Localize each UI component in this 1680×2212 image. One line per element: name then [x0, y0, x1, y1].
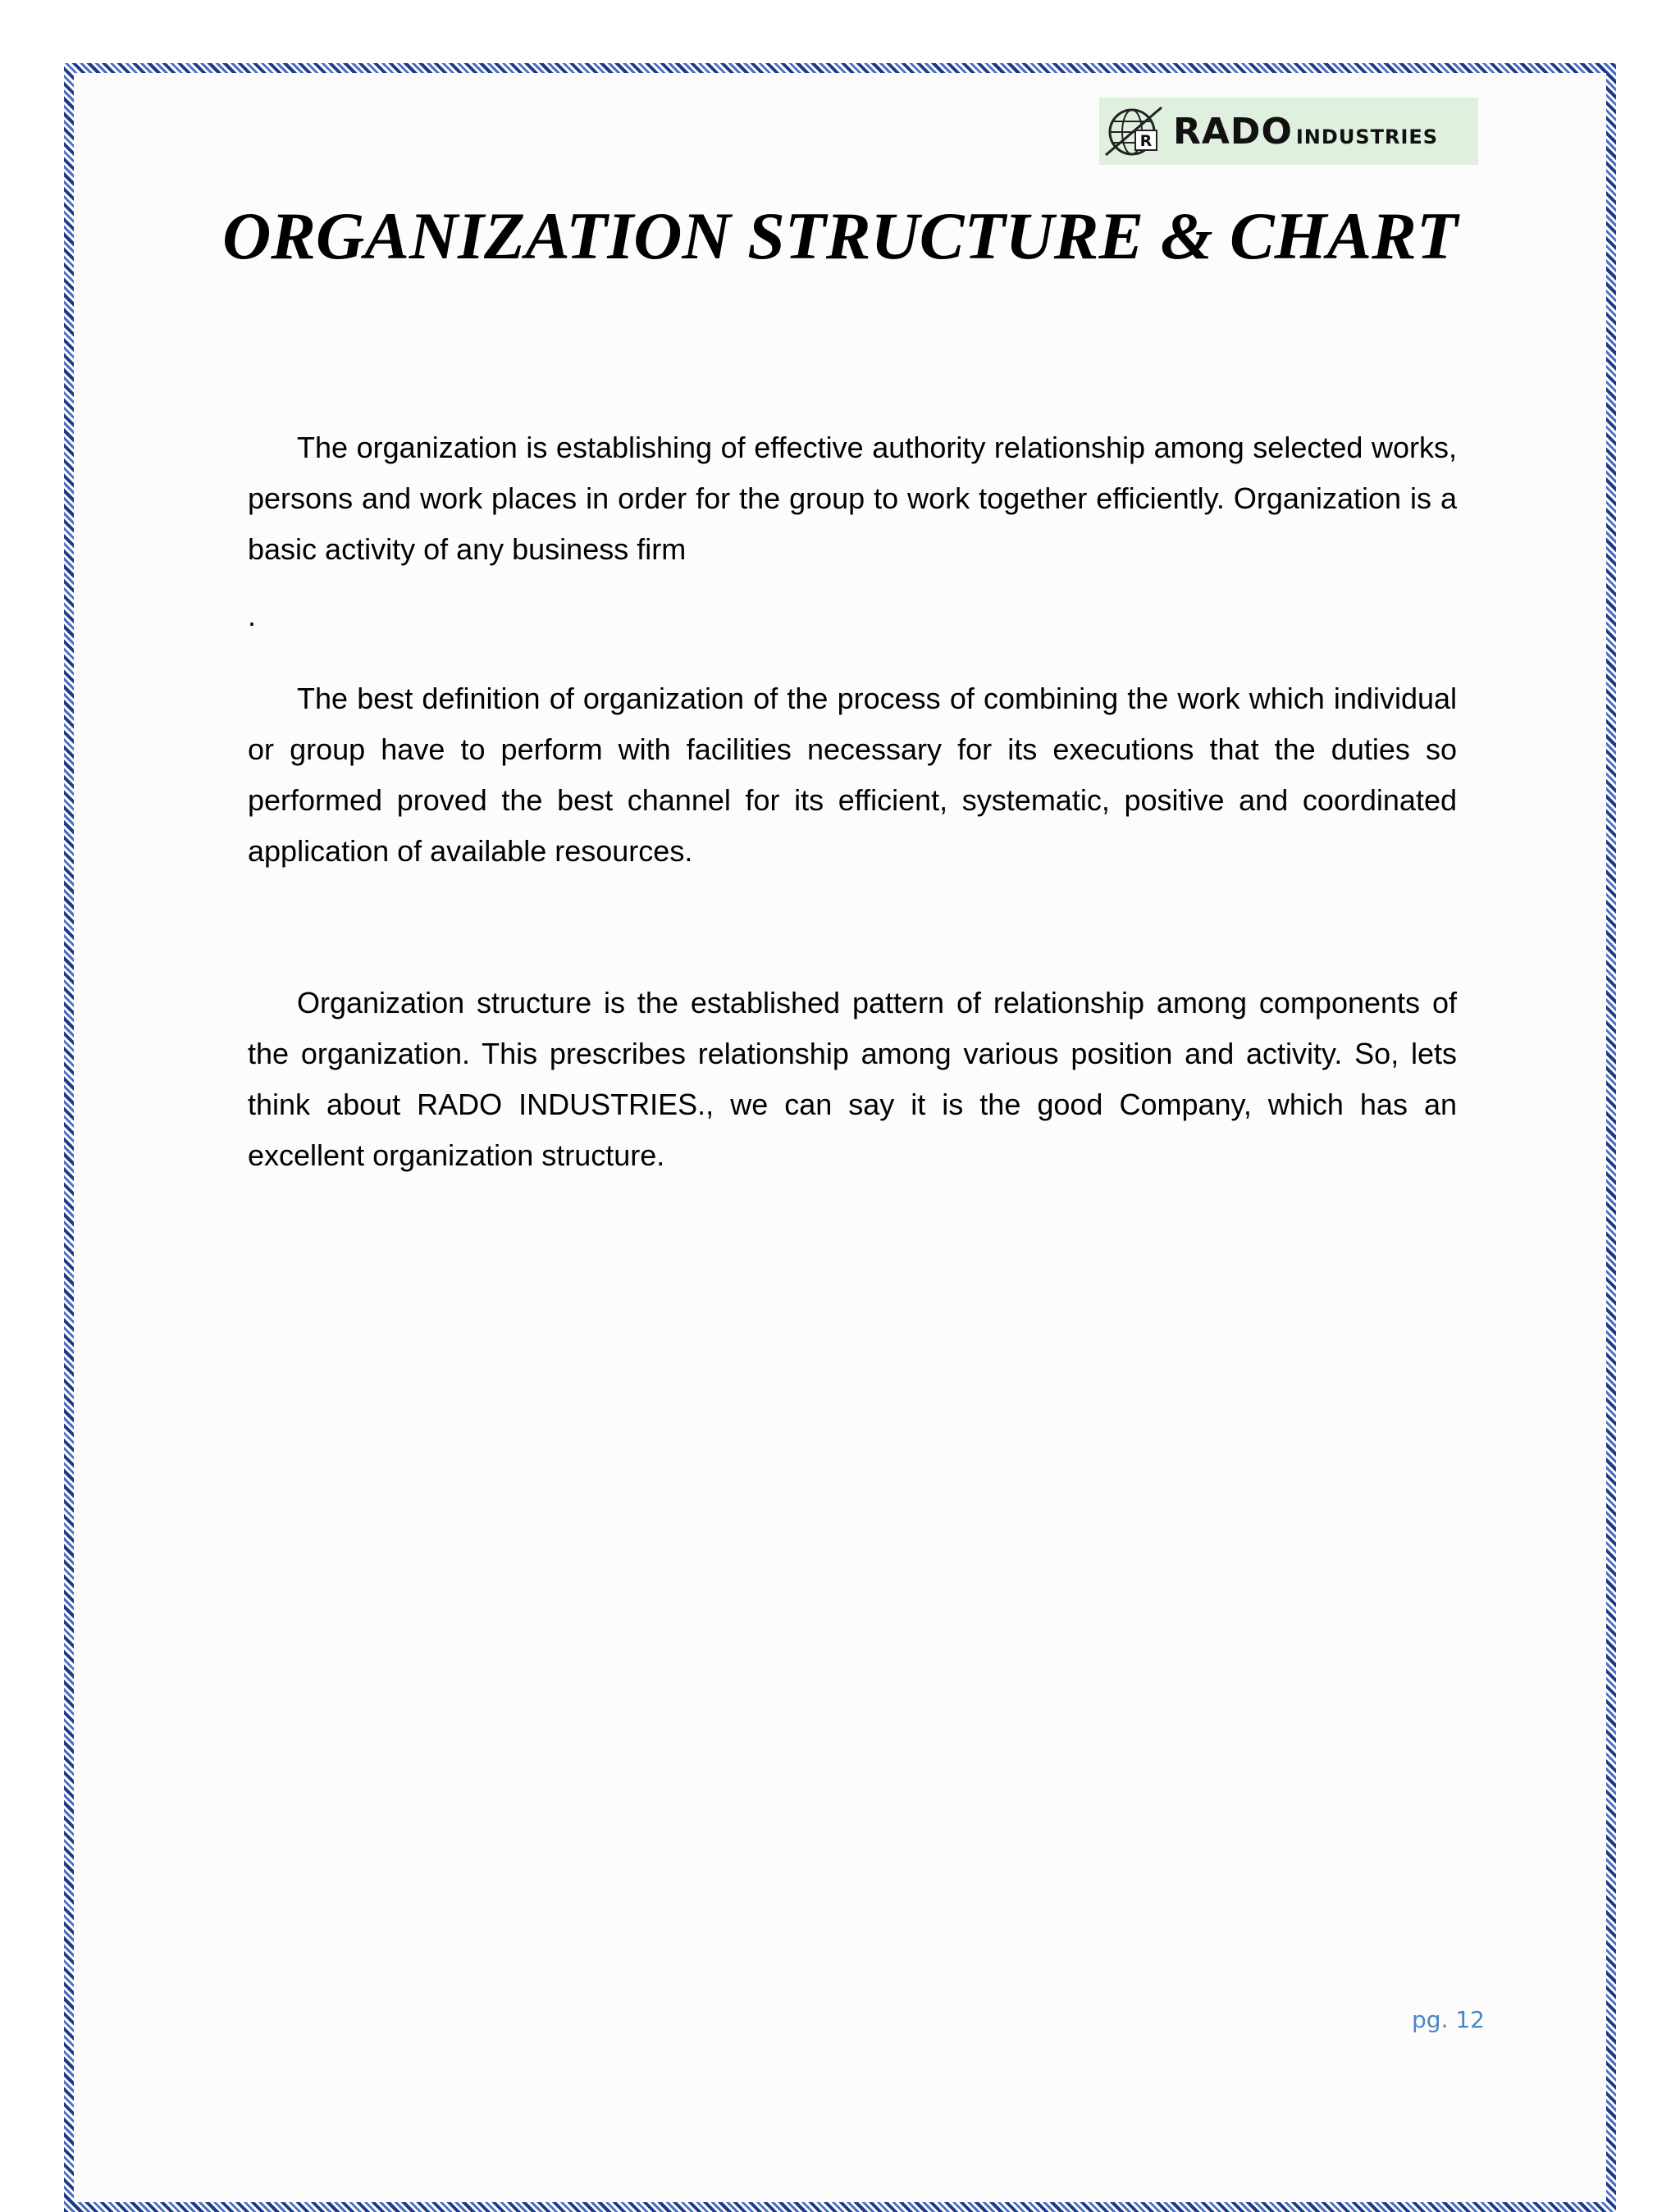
logo-emblem-letter: R: [1139, 132, 1153, 150]
page-title: ORGANIZATION STRUCTURE & CHART: [222, 198, 1458, 273]
company-logo: [1099, 98, 1478, 165]
page-number: pg. 12: [1412, 2006, 1485, 2033]
logo-suffix: INDUSTRIES: [1295, 125, 1439, 148]
logo-brand: RADO: [1173, 110, 1293, 153]
paragraph-3: Organization structure is the established pattern of relationship among components of the organization. This prescribes relationship among various position and activity. So, lets think about RADO INDUSTRIES., we can say it is the good Company, which has an excellent organization structure.: [248, 986, 1457, 1172]
globe-icon: [1099, 98, 1170, 165]
paragraph-1: The organization is establishing of effective authority relationship among selected works, persons and work places in order for the group to work together efficiently. Organization is a basic activity of any business firm: [248, 431, 1457, 566]
paragraph-2: The best definition of organization of the process of combining the work which individual or group have to perform with facilities necessary for its executions that the duties so performed proved the best channel for its efficient, systematic, positive and coordinated application of available resources.: [248, 682, 1457, 868]
logo-wordmark: [1173, 111, 1438, 153]
paragraph-dot: .: [248, 599, 257, 632]
